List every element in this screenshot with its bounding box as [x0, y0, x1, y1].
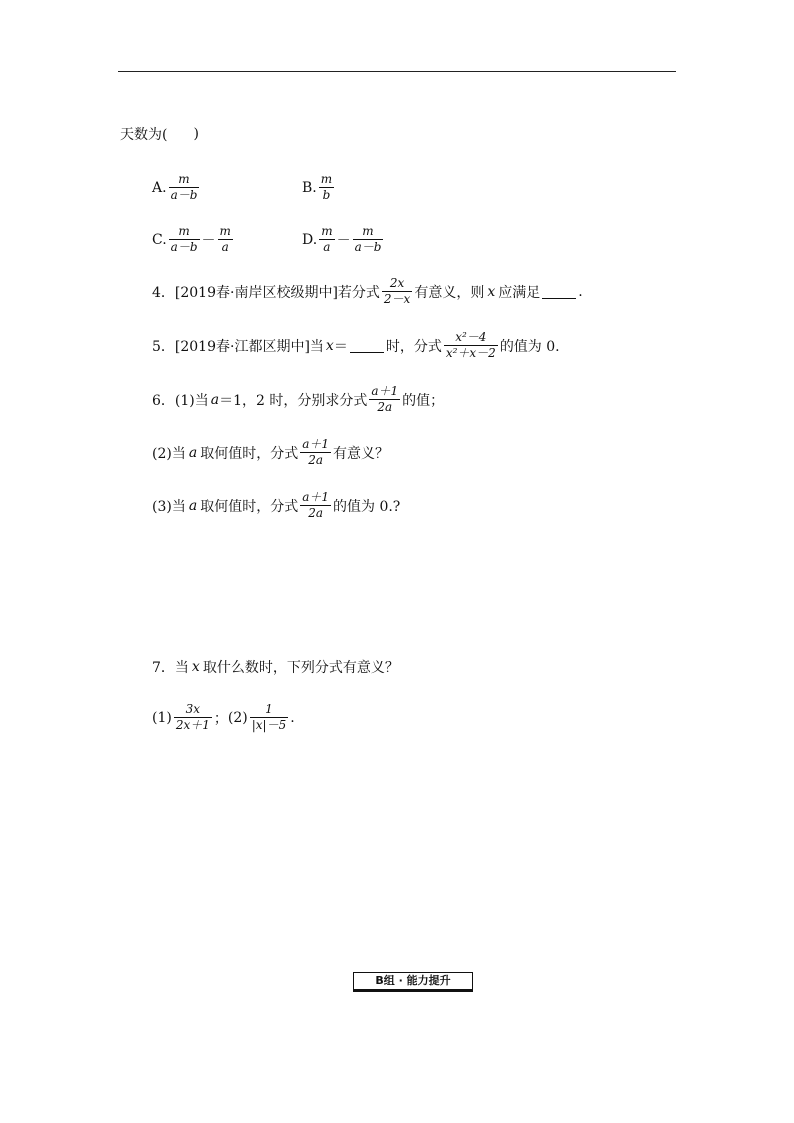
fraction-numerator: 2x	[382, 276, 412, 292]
q6-fraction	[300, 437, 331, 468]
question-5	[152, 330, 560, 361]
q6-p2-middle: 取何值时，分式	[200, 445, 299, 462]
q6-p1-variable: a	[210, 391, 220, 408]
q6-p1-prefix: 6．(1)当	[152, 392, 209, 409]
fraction-denominator: a	[323, 240, 331, 254]
fraction-numerator: a＋1	[302, 437, 329, 451]
q4-variable: x	[487, 283, 496, 300]
q4-prefix: 4．[2019春·南岸区校级期中]若分式	[152, 284, 380, 301]
fraction-denominator: 2a	[308, 506, 323, 520]
choice-b-fraction	[319, 172, 334, 203]
question-6-part-1	[152, 384, 444, 415]
q5-after: 时，分式	[385, 338, 442, 355]
fraction-denominator: a－b	[354, 240, 382, 254]
header-rule	[118, 71, 676, 72]
fraction-numerator: a＋1	[302, 490, 329, 504]
fraction-numerator: 1	[250, 702, 289, 718]
q5-variable: x	[325, 337, 334, 354]
q6-fraction	[300, 490, 331, 521]
q4-suffix: 应满足	[498, 284, 541, 301]
choice-b	[302, 172, 336, 203]
fraction-numerator: m	[219, 224, 231, 238]
q6-p2-prefix: (2)当	[152, 445, 186, 462]
choice-b-label: B.	[302, 179, 317, 196]
choice-a-label: A.	[152, 179, 167, 196]
fraction-denominator: |x|－5	[251, 718, 287, 732]
q5-equals: ＝	[333, 338, 348, 355]
fraction-denominator: a	[221, 240, 229, 254]
fraction-denominator: x²＋x－2	[445, 346, 496, 360]
q7-fraction-1	[174, 702, 212, 733]
fraction-numerator: m	[169, 172, 200, 188]
minus-sign: －	[336, 232, 351, 249]
question-7	[152, 657, 399, 677]
q6-p2-suffix: 有意义？	[333, 445, 389, 462]
fraction-numerator: a＋1	[371, 384, 399, 398]
q7-fraction-2	[250, 702, 289, 733]
q6-p3-suffix: 的值为 0.?	[333, 498, 401, 515]
choice-d	[302, 224, 385, 255]
q7-separator: ；	[213, 710, 228, 727]
q4-answer-blank	[542, 284, 576, 299]
q5-answer-blank	[350, 338, 384, 353]
q7-suffix: 取什么数时，下列分式有意义？	[202, 660, 399, 676]
choice-a-fraction	[169, 172, 200, 203]
fraction-numerator: 3x	[174, 702, 212, 718]
fraction-denominator: 2－x	[383, 292, 411, 306]
fraction-denominator: a－b	[170, 188, 198, 202]
q6-p1-middle: ＝1，2 时，分别求分式	[219, 392, 368, 409]
fraction-numerator: m	[321, 224, 333, 238]
q6-p3-middle: 取何值时，分式	[200, 498, 299, 515]
q7-end: .	[290, 709, 295, 726]
fraction-denominator: 2a	[377, 400, 393, 414]
fraction-numerator: m	[169, 224, 200, 240]
fraction-denominator: 2x＋1	[175, 718, 210, 732]
q5-fraction	[444, 330, 498, 361]
choice-d-label: D.	[302, 231, 318, 248]
choice-c	[152, 224, 235, 255]
intro-text: 天数为(	[120, 127, 168, 143]
section-badge: B组 · 能力提升	[353, 972, 473, 992]
fraction-numerator: m	[320, 172, 333, 186]
fraction-denominator: a－b	[170, 240, 198, 254]
intro-line	[120, 124, 199, 144]
q4-middle: 有意义，则	[414, 284, 485, 301]
question-4	[152, 276, 583, 307]
fraction-denominator: b	[322, 188, 331, 202]
fraction-numerator: m	[353, 224, 384, 240]
question-6-part-2	[152, 437, 389, 468]
q7-prefix: 7．当	[152, 660, 189, 676]
q6-p2-variable: a	[188, 444, 198, 461]
choice-d-fraction-1	[319, 224, 334, 255]
question-6-part-3	[152, 490, 400, 521]
q7-part-2-label: (2)	[227, 709, 248, 726]
q4-end: .	[578, 283, 583, 300]
q5-suffix: 的值为 0.	[499, 338, 560, 355]
q6-p3-prefix: (3)当	[152, 498, 186, 515]
q6-p1-suffix: 的值；	[402, 392, 445, 409]
choice-d-fraction-2	[353, 224, 384, 255]
intro-close: )	[193, 126, 199, 142]
choice-c-fraction-1	[169, 224, 200, 255]
question-7-parts	[152, 702, 295, 733]
choice-a	[152, 172, 201, 203]
q7-variable: x	[191, 659, 200, 675]
q6-fraction	[369, 384, 400, 415]
choice-c-label: C.	[152, 231, 167, 248]
choice-c-fraction-2	[218, 224, 233, 255]
q7-part-1-label: (1)	[152, 709, 172, 726]
minus-sign: －	[201, 232, 216, 249]
q6-p3-variable: a	[188, 497, 198, 514]
q4-fraction	[382, 276, 412, 307]
fraction-numerator: x²－4	[444, 330, 498, 346]
q5-prefix: 5．[2019春·江都区期中]当	[152, 338, 324, 355]
fraction-denominator: 2a	[308, 453, 323, 467]
